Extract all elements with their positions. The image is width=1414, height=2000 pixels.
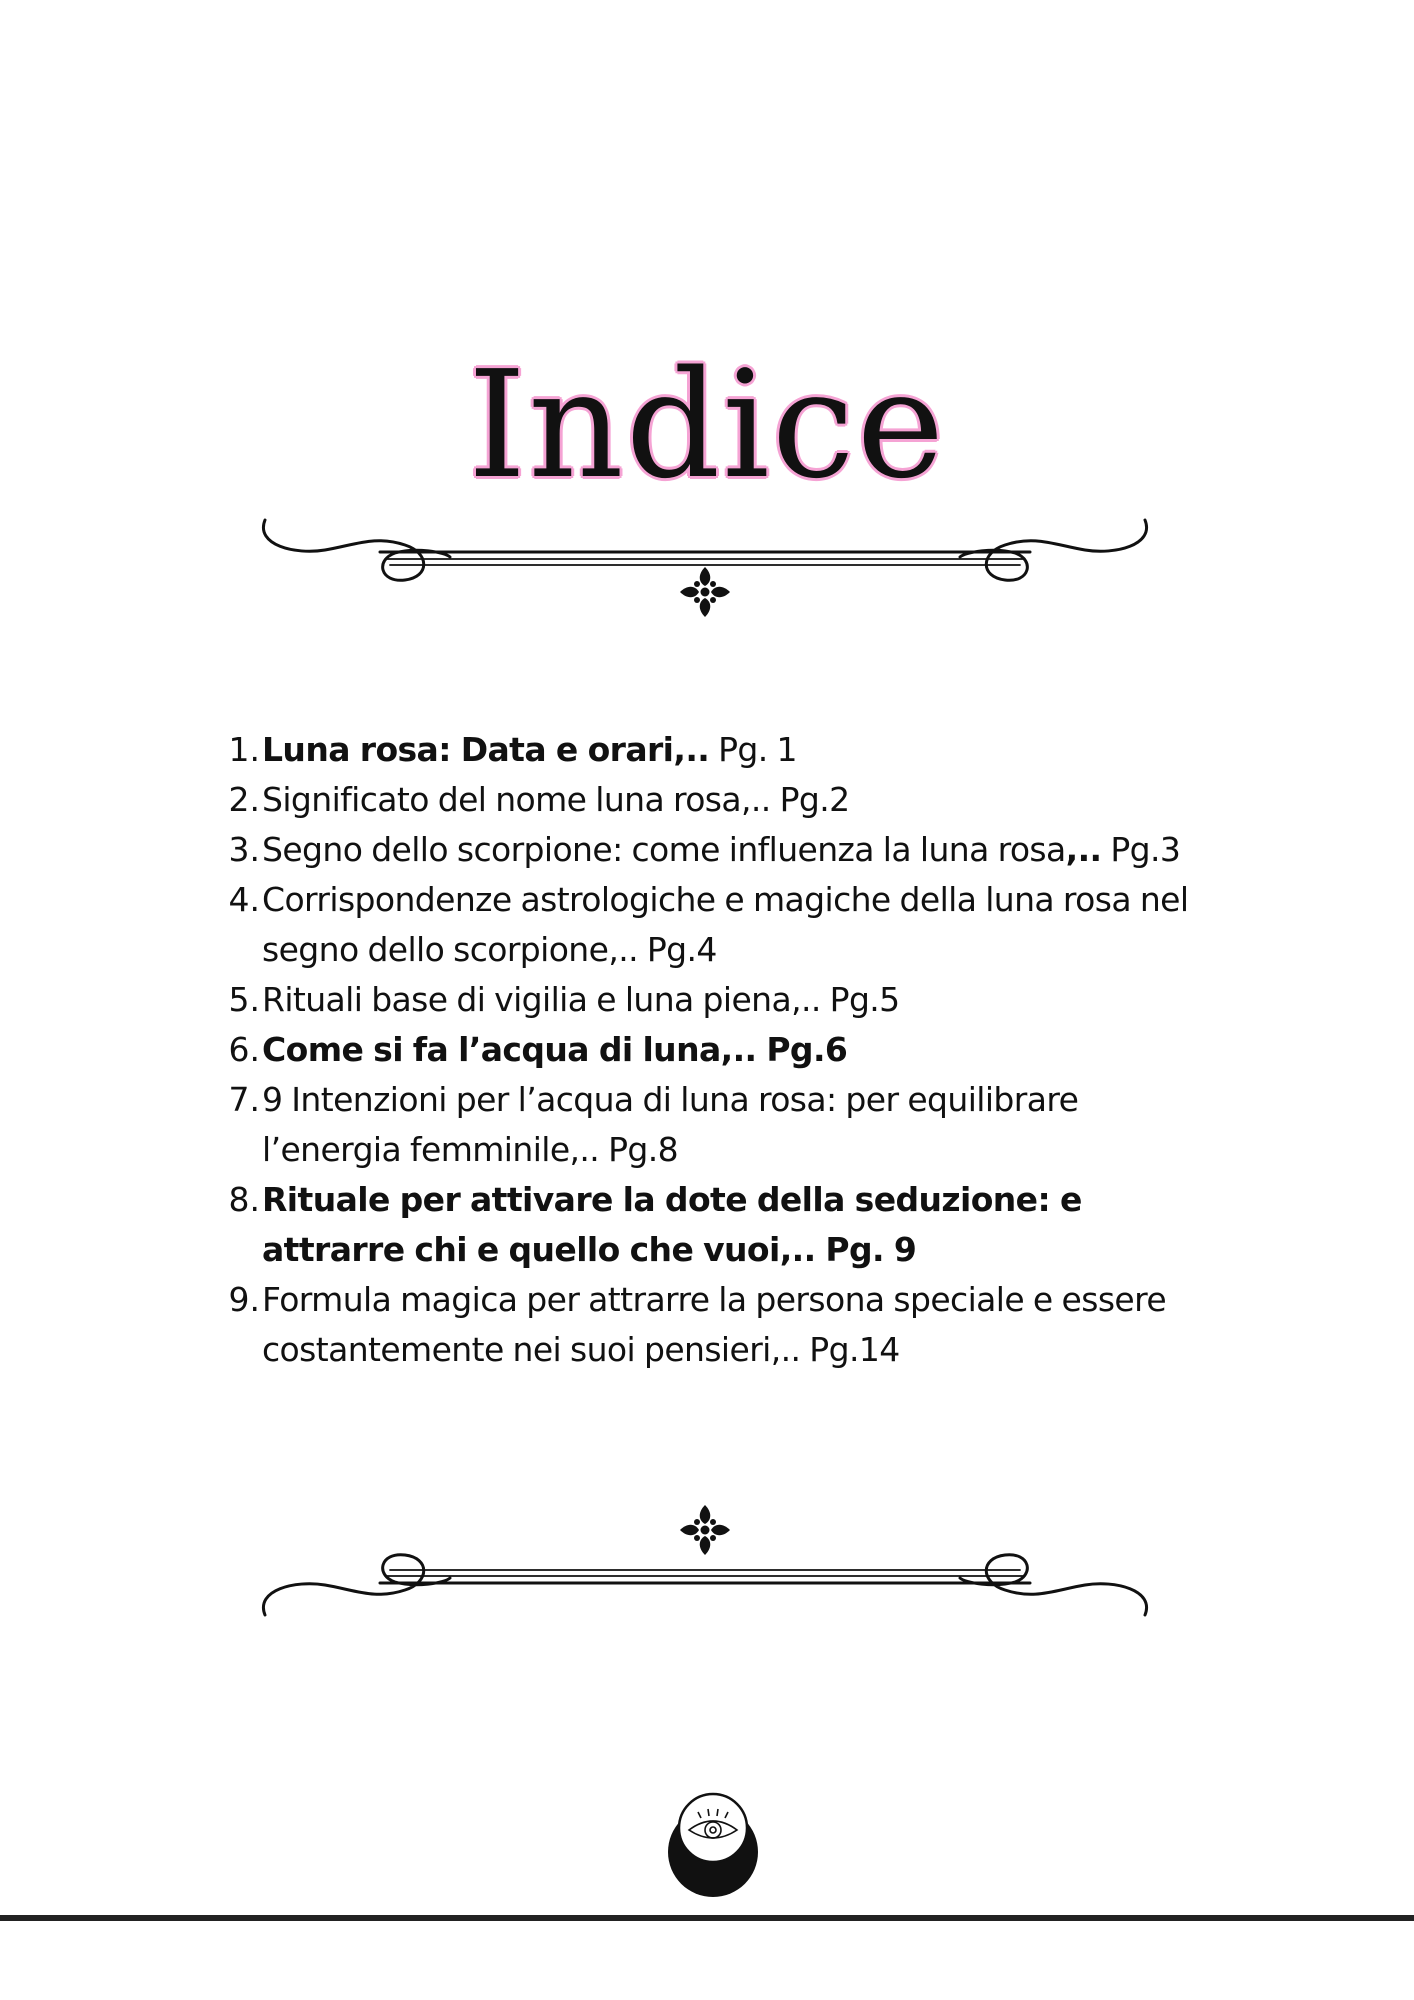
toc-item <box>228 1275 1228 1375</box>
toc-item <box>228 825 1228 875</box>
toc-item <box>228 725 1228 775</box>
toc-item-segment: Segno dello scorpione: come influenza la luna rosa <box>262 830 1066 869</box>
toc-item-text <box>260 775 1192 825</box>
toc-item <box>228 1075 1228 1175</box>
toc-item-text <box>260 725 1192 775</box>
toc-item <box>228 1025 1228 1075</box>
toc-item-number: 1. <box>228 730 260 769</box>
toc-item-number: 2. <box>228 780 260 819</box>
toc-item-segment: Corrispondenze astrologiche e magiche della luna rosa nel segno dello scorpione,.. Pg.4 <box>262 880 1189 969</box>
footer-rule <box>0 1915 1414 1921</box>
moon-eye-logo-icon <box>665 1792 761 1898</box>
toc-item-segment: Rituale per attivare la dote della seduzione: e attrarre chi e quello che vuoi,.. Pg. 9 <box>262 1180 1082 1269</box>
toc-item-segment: Pg.3 <box>1101 830 1181 869</box>
toc-item-text <box>260 975 1192 1025</box>
toc-item-segment: Come si fa l’acqua di luna,.. Pg.6 <box>262 1030 848 1069</box>
toc-item-text <box>260 825 1192 875</box>
toc-item-segment: ,.. <box>1065 830 1102 869</box>
toc-item-number: 4. <box>228 880 260 919</box>
toc-item-text <box>260 1275 1192 1375</box>
table-of-contents <box>228 725 1228 1375</box>
toc-item-segment: Pg. 1 <box>709 730 797 769</box>
toc-item <box>228 875 1228 975</box>
toc-item-number: 9. <box>228 1280 260 1319</box>
toc-item-segment: Luna rosa: Data e orari,.. <box>262 730 710 769</box>
toc-item-text <box>260 1075 1192 1175</box>
toc-item-number: 7. <box>228 1080 260 1119</box>
toc-item-text <box>260 875 1192 975</box>
fleur-cross-icon <box>680 1505 730 1555</box>
toc-item <box>228 775 1228 825</box>
toc-item-number: 3. <box>228 830 260 869</box>
toc-item-segment: Significato del nome luna rosa,.. Pg.2 <box>262 780 850 819</box>
toc-item-text <box>260 1175 1192 1275</box>
ornamental-divider-bottom <box>255 1490 1155 1630</box>
toc-item-segment: 9 Intenzioni per l’acqua di luna rosa: per equilibrare l’energia femminile,.. Pg.8 <box>262 1080 1079 1169</box>
toc-item-text <box>260 1025 1192 1075</box>
toc-item-segment: Rituali base di vigilia e luna piena,.. Pg.5 <box>262 980 900 1019</box>
toc-item <box>228 975 1228 1025</box>
toc-item-number: 5. <box>228 980 260 1019</box>
page-title: Indice <box>467 339 947 511</box>
toc-item-segment: Formula magica per attrarre la persona speciale e essere costantemente nei suoi pensieri,.. Pg.14 <box>262 1280 1167 1369</box>
fleur-cross-icon <box>680 567 730 617</box>
toc-item <box>228 1175 1228 1275</box>
toc-item-number: 8. <box>228 1180 260 1219</box>
ornamental-divider-top <box>255 505 1155 645</box>
toc-item-number: 6. <box>228 1030 260 1069</box>
